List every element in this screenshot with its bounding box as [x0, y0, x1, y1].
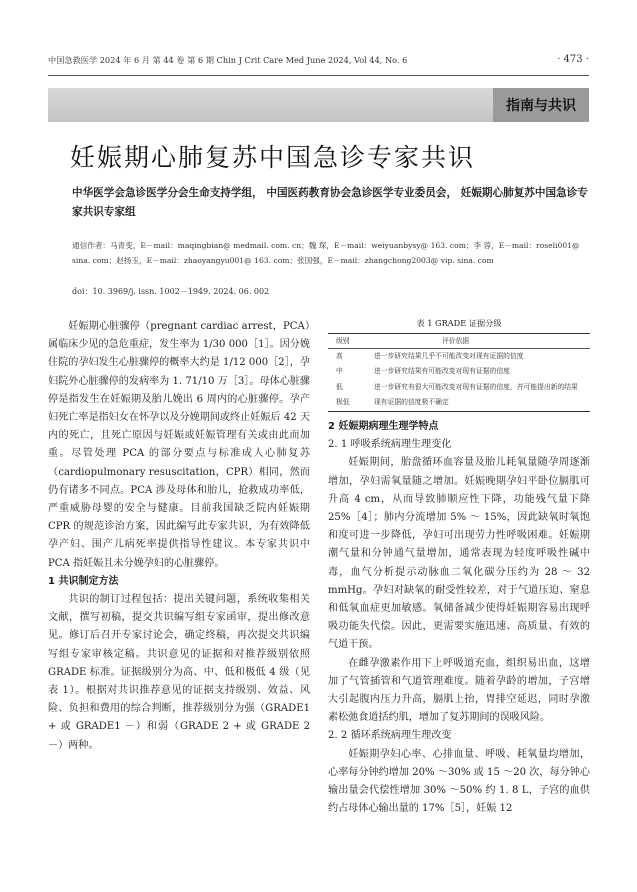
table-cell: 中: [336, 367, 343, 376]
left-column: [48, 318, 310, 755]
correspondence: 通信作者：马青变，E－mail：maqingbian@ medmail. com. cn；魏 琛，E－mail：weiyuanbysy@ 163. com；李 蓉，E－mail：roseli001@ sina. com；赵扬玉，E－mail：zhaoyangyu001@ 163. com；张国强，E－mail：zhangchong2003@ vip. sina. com: [72, 241, 580, 265]
intro-paragraph: 妊娠期心脏骤停（pregnant cardiac arrest，PCA）属临床少见的急危重症，发生率为 1/30 000［1］。因分娩住院的孕妇发生心脏骤停的概率大约是 1/12 000［2］，孕妇院外心脏骤停的发病率为 1. 71/10 万［3］。母体心脏骤停是指发生在妊娠期及胎儿娩出 6 周内的心脏骤停。孕产妇死亡率是指妇女在怀孕以及分娩期间或终止妊娠后 42 天内的死亡，且死亡原因与妊娠或妊娠管理有关或由此而加重。尽管处理 PCA 的部分要点与标准成人心肺复苏（cardiopulmonary resuscitation，CPR）相同，然而仍有诸多不同点。PCA 涉及母体和胎儿，抢救成功率低，严重威胁母婴的安全与健康。目前我国缺乏院内妊娠期 CPR 的规范诊治方案，因此编写此专家共识，为有效降低孕产妇、围产儿病死率提供指导性建议。本专家共识中 PCA 指妊娠且未分娩孕妇的心脏骤停。: [48, 321, 310, 569]
heading-pathophysiology: 2 妊娠期病理生理学特点: [328, 421, 439, 432]
section-tag: 指南与共识: [506, 98, 576, 114]
table-header: [328, 334, 590, 349]
doi: doi：10. 3969/j. issn. 1002－1949. 2024. 06. 002: [72, 287, 270, 296]
header-rule: [48, 75, 589, 76]
authors: 中华医学会急诊医学分会生命支持学组， 中国医药教育协会急诊医学专业委员会， 妊娠期心肺复苏中国急诊专家共识专家组: [72, 187, 588, 218]
respiratory-paragraph-1: 妊娠期间，胎盘循环血容量及胎儿耗氧量随孕周逐渐增加，孕妇需氧量随之增加。妊娠晚期孕妇平卧位膈肌可升高 4 cm，从而导致肺顺应性下降，功能残气量下降 25%［4］；肺内分流增加 5% ～ 15%，因此缺氧时氧饱和度可进一步降低，孕妇可出现劳力性呼吸困难。妊娠期潮气量和分钟通气量增加，通常表现为轻度呼吸性碱中毒，血气分析提示动脉血二氧化碳分压约为 28 ～ 32 mmHg。孕妇对缺氧的耐受性较差，对于气道压迫、窒息和低氧血症更加敏感。氧储备减少使得妊娠期容易出现呼吸功能失代偿。因此，更需要实施迅速、高质量、有效的气道干预。: [328, 457, 590, 651]
grade-table: [328, 333, 590, 412]
heading-respiratory: 2. 1 呼吸系统病理生理变化: [328, 439, 452, 451]
journal-citation: 中国急救医学 2024 年 6 月 第 44 卷 第 6 期 Chin J Crit Care Med June 2024, Vol 44, No. 6: [48, 55, 408, 65]
table-cell: 进一步研究有很大可能改变对现有证据的信度，并可能提出新的结果: [374, 382, 578, 391]
table-row: [328, 395, 590, 410]
table-row: [328, 364, 590, 379]
heading-circulatory: 2. 2 循环系统病理生理改变: [328, 730, 452, 742]
table-cell: 现有证据的信度极不确定: [374, 398, 449, 407]
article-title: 妊娠期心肺复苏中国急诊专家共识: [70, 143, 476, 172]
table-header-cell: 级别: [336, 337, 350, 345]
methods-paragraph: 共识的制订过程包括：提出关键问题，系统收集相关文献，撰写初稿，提交共识编写组专家函审，提出修改意见。修订后召开专家讨论会，确定终稿，再次提交共识编写组专家审核定稿。共识意见的证据和对推荐级别依照 GRADE 标准。证据级别分为高、中、低和极低 4 级（见表 1）。根据对共识推荐意见的证据支持级别、效益、风险、负担和费用的综合判断，推荐级别分为强（GRADE1 + 或 GRADE1 －）和弱（GRADE 2 + 或 GRADE 2 －）两种。: [48, 594, 310, 751]
table-cell: 低: [336, 382, 343, 391]
respiratory-paragraph-2: 在雌孕激素作用下上呼吸道充血，组织易出血，这增加了气管插管和气道管理难度。随着孕龄的增加，子宫增大引起腹内压力升高，膈肌上抬，胃排空延迟，同时孕激素松弛食道括约肌，增加了复苏期间的误吸风险。: [328, 657, 590, 724]
table-row: [328, 380, 590, 395]
heading-methods: 1 共识制定方法: [48, 575, 119, 587]
table-cell: 极低: [336, 398, 350, 407]
table-cell: 进一步研究结果几乎不可能改变对现有证据的信度: [374, 352, 524, 360]
running-head: [48, 55, 589, 69]
table-cell: 进一步研究结果有可能改变对现有证据的信度: [374, 367, 510, 376]
table-header-cell: 评价依据: [442, 337, 470, 345]
table-cell: 高: [336, 352, 343, 360]
table-row: [328, 349, 590, 364]
page-number: · 473 ·: [557, 54, 589, 65]
table-caption: 表 1 GRADE 证据分级: [416, 318, 502, 328]
circulatory-paragraph: 妊娠期孕妇心率、心排血量、呼吸、耗氧量均增加，心率每分钟约增加 20% ～30% 或 15 ～20 次，每分钟心输出量会代偿性增加 30% ～50% 约 1. 8 L，子宫的血供约占母体心输出量的 17%［5］，妊娠 12: [328, 748, 590, 815]
right-column: [328, 418, 590, 818]
